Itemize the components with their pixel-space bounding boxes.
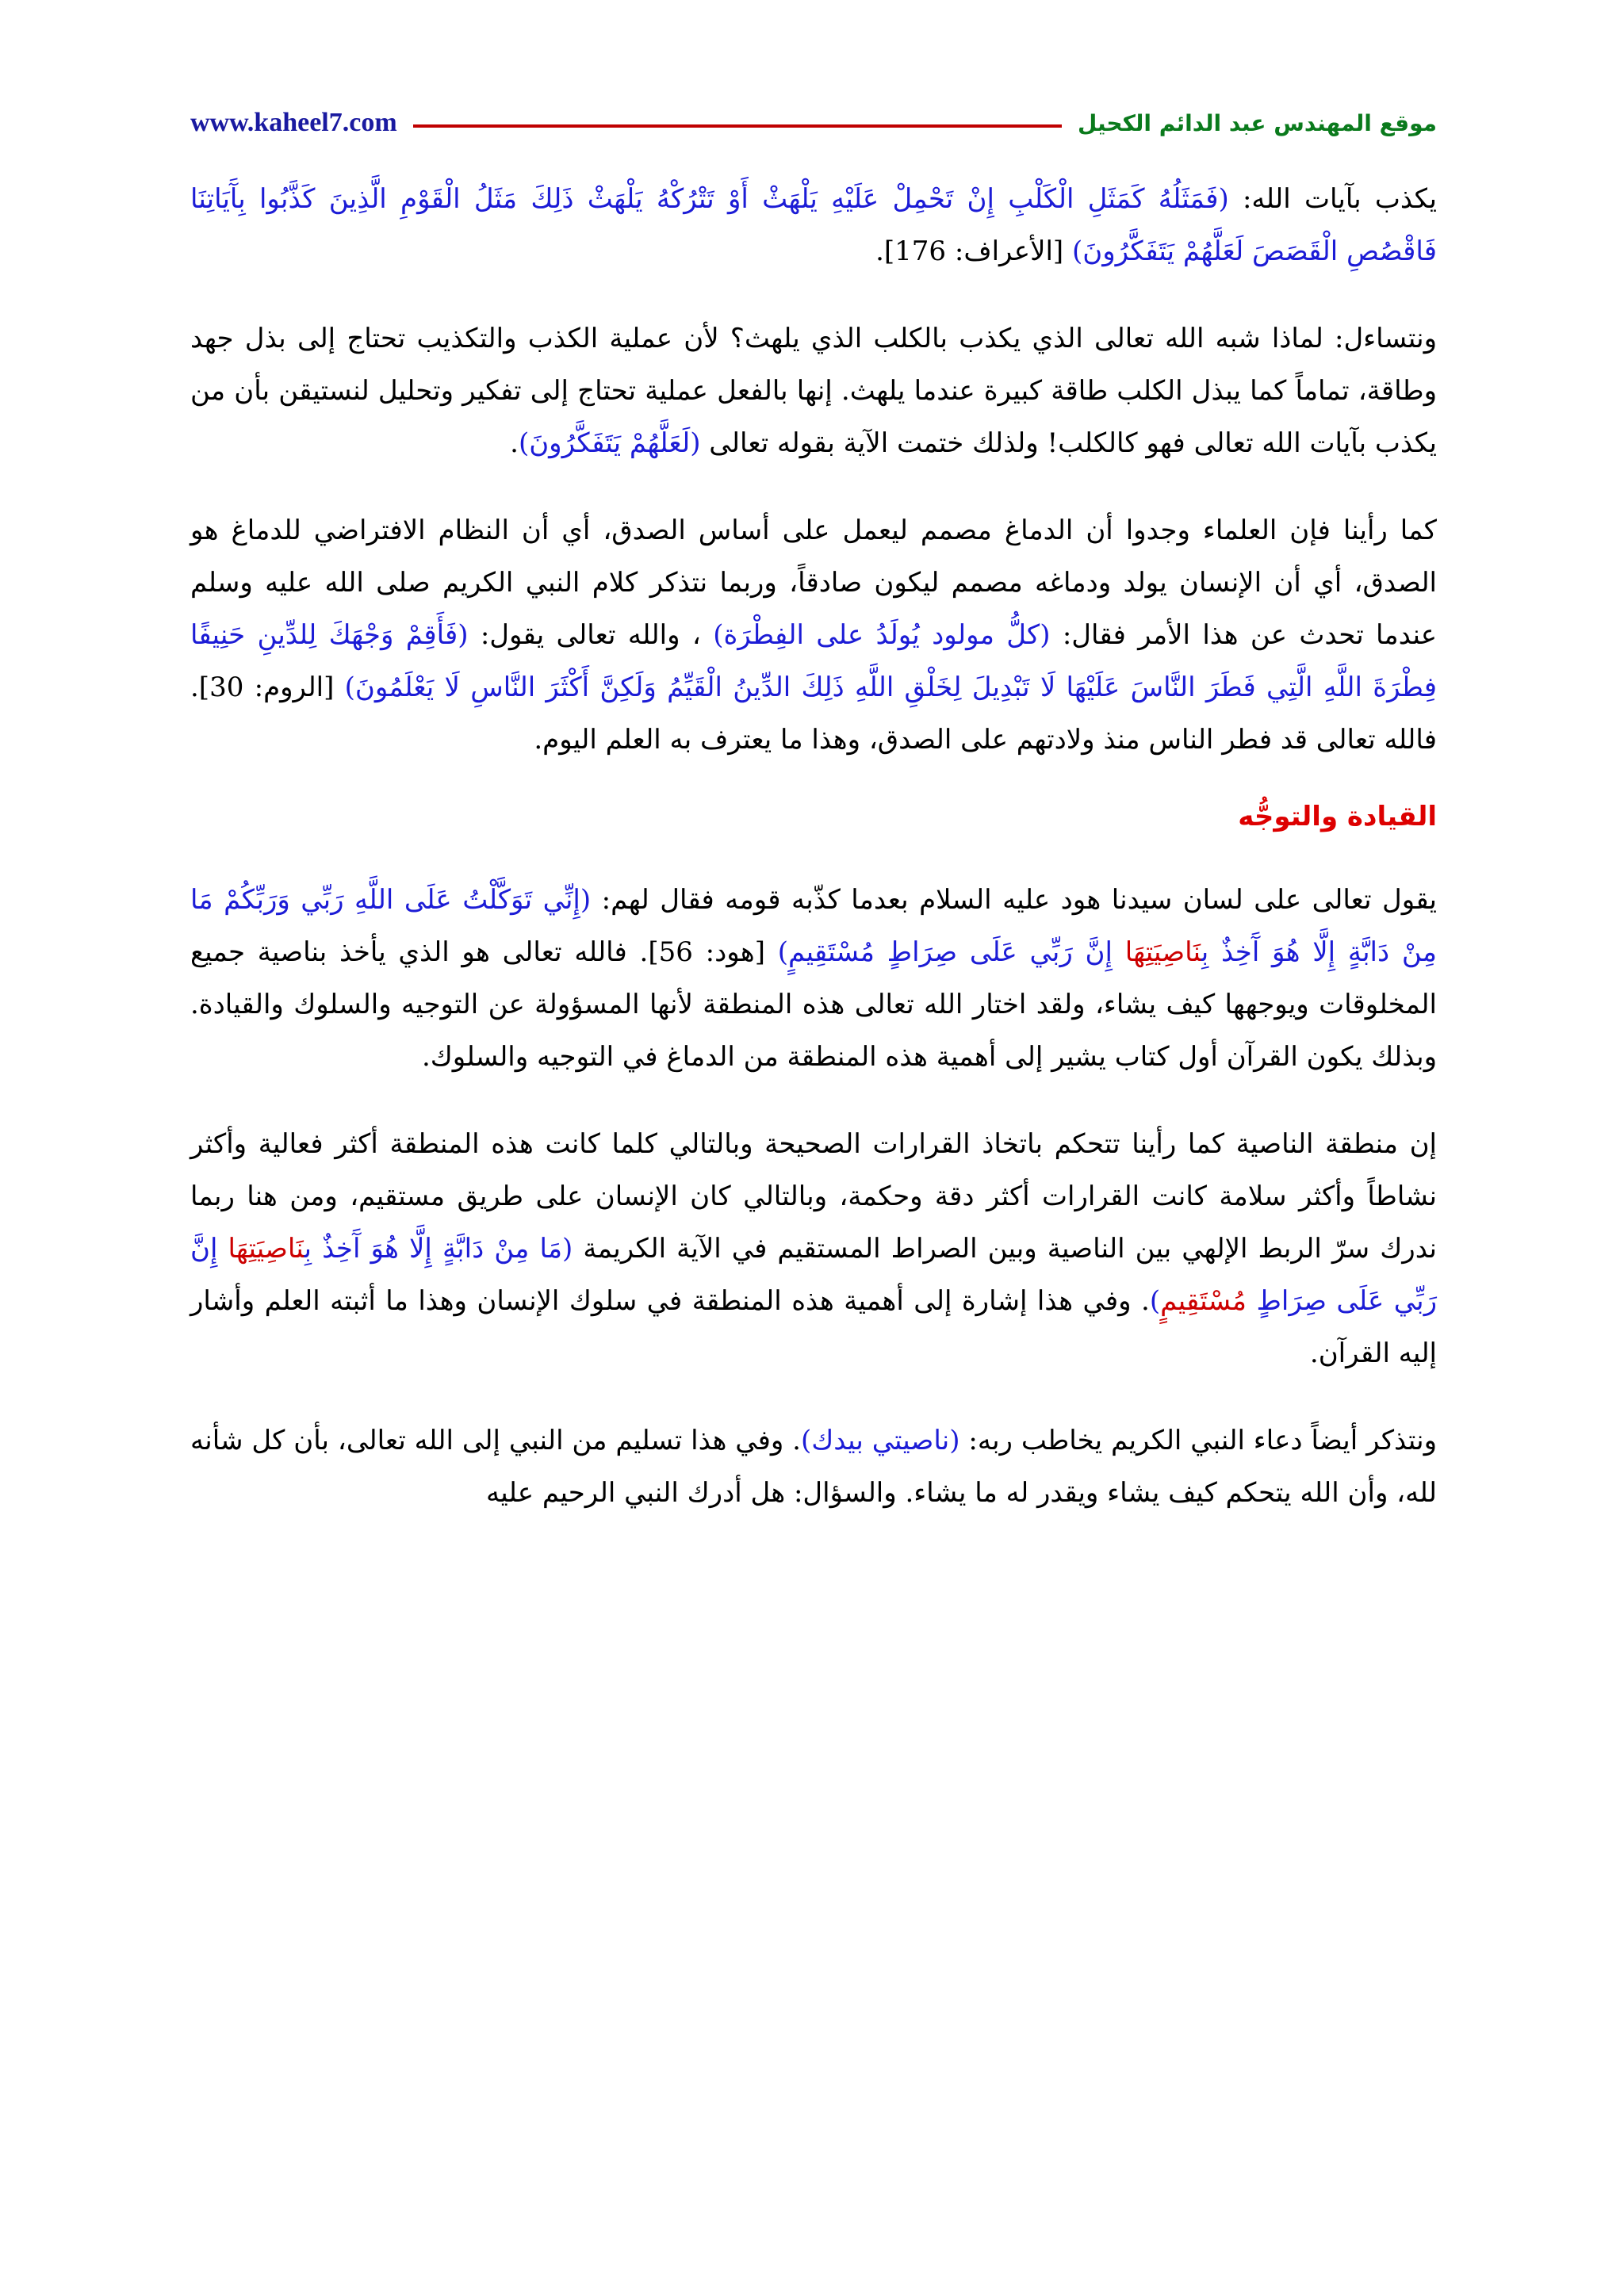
site-name: موقع المهندس عبد الدائم الكحيل [1077,109,1437,136]
text-span: يكذب بآيات الله: [1228,183,1437,215]
text-span: ونتذكر أيضاً دعاء النبي الكريم يخاطب ربه: [959,1425,1438,1456]
text-span: ، والله تعالى يقول: [468,619,714,651]
site-url-link[interactable]: www.kaheel7.com [190,108,397,137]
quran-verse: (إِنِّي تَوَكَّلْتُ عَلَى اللَّهِ رَبِّي وَرَبِّكُمْ مَا مِنْ دَابَّةٍ إِلَّا هُوَ آَخِذٌ بِ [190,884,1437,968]
paragraph-2 [190,312,1437,469]
text-span: كما رأينا فإن العلماء وجدوا أن الدماغ مصمم ليعمل على أساس الصدق، أي أن النظام الافتراضي للدماغ هو الصدق، أي أن الإنسان يولد ودماغه مصمم ليكون صادقاً، وربما نتذكر كلام النبي الكريم صلى الله عليه وسلم عندما تحدث عن هذا الأمر فقال: [190,515,1437,651]
text-span: . [510,427,519,459]
hadith-quote: (ناصيتي بيدك) [800,1425,960,1456]
quran-verse: (لَعَلَّهُمْ يَتَفَكَّرُونَ) [518,427,701,459]
text-span: ونتساءل: لماذا شبه الله تعالى الذي يكذب بالكلب الذي يلهث؟ لأن عملية الكذب والتكذيب تحتاج إلى بذل جهد وطاقة، تماماً كما يبذل الكلب طاقة كبيرة عندما يلهث. إنها بالفعل عملية تحتاج إلى تفكير وتحليل لنستيقن بأن من يكذب بآيات الله تعالى فهو كالكلب! ولذلك ختمت الآية بقوله تعالى [190,323,1437,459]
verse-reference: [الأعراف: 176]. [875,235,1072,267]
quran-verse: إِنَّ رَبِّي عَلَى صِرَاطٍ مُسْتَقِيمٍ) [777,936,1125,968]
quran-verse: إِنَّ رَبِّي عَلَى صِرَاطٍ [190,1233,1438,1317]
page-header [190,95,1437,151]
emphasized-word: نَاصِيَتِهَا [228,1233,304,1265]
quran-verse: (فَمَثَلُهُ كَمَثَلِ الْكَلْبِ إِنْ تَحْمِلْ عَلَيْهِ يَلْهَثْ أَوْ تَتْرُكْهُ يَلْهَثْ ذَلِكَ مَثَلُ الْقَوْمِ الَّذِينَ كَذَّبُوا بِآَيَاتِنَا فَاقْصُصِ الْقَصَصَ لَعَلَّهُمْ يَتَفَكَّرُونَ) [190,183,1437,267]
emphasized-word: نَاصِيَتِهَا [1124,936,1201,968]
quran-verse: (مَا مِنْ دَابَّةٍ إِلَّا هُوَ آَخِذٌ بِ [304,1233,573,1265]
text-span: [هود: 56]. فالله تعالى هو الذي يأخذ بناصية جميع المخلوقات ويوجهها كيف يشاء، ولقد اختار الله تعالى هذه المنطقة لأنها المسؤولة عن التوجيه والسلوك والقيادة. وبذلك يكون القرآن أول كتاب يشير إلى أهمية هذه المنطقة من الدماغ في التوجيه والسلوك. [190,936,1437,1073]
section-heading: القيادة والتوجُّه [1238,801,1437,832]
text-span: إن منطقة الناصية كما رأينا تتحكم باتخاذ القرارات الصحيحة وبالتالي كلما كانت هذه المنطقة أكثر فعالية وأكثر نشاطاً وأكثر سلامة كانت القرارات أكثر دقة وحكمة، وبالتالي كان الإنسان على طريق مستقيم، ومن هنا ربما ندرك سرّ الربط الإلهي بين الناصية وبين الصراط المستقيم في الآية الكريمة [190,1128,1437,1265]
emphasized-word: مُسْتَقِيمٍ [1160,1285,1247,1317]
paragraph-5 [190,1118,1437,1380]
text-span: يقول تعالى على لسان سيدنا هود عليه السلام بعدما كذّبه قومه فقال لهم: [591,884,1437,916]
paragraph-4 [190,874,1437,1083]
text-span: [الروم: 30]. فالله تعالى قد فطر الناس منذ ولادتهم على الصدق، وهذا ما يعترف به العلم اليوم. [190,672,1437,756]
paragraph-6 [190,1414,1437,1519]
quran-verse: (فَأَقِمْ وَجْهَكَ لِلدِّينِ حَنِيفًا فِطْرَةَ اللَّهِ الَّتِي فَطَرَ النَّاسَ عَلَيْهَا لَا تَبْدِيلَ لِخَلْقِ اللَّهِ ذَلِكَ الدِّينُ الْقَيِّمُ وَلَكِنَّ أَكْثَرَ النَّاسِ لَا يَعْلَمُونَ) [190,619,1437,703]
article-body [190,173,1437,1519]
document-page [190,95,1437,1554]
header-divider [413,124,1062,128]
text-span: . وفي هذا إشارة إلى أهمية هذه المنطقة في سلوك الإنسان وهذا ما أثبته العلم وأشار إليه القرآن. [190,1285,1437,1369]
paragraph-1 [190,173,1437,277]
text-span: . وفي هذا تسليم من النبي إلى الله تعالى، بأن كل شأنه لله، وأن الله يتحكم كيف يشاء ويقدر له ما يشاء. والسؤال: هل أدرك النبي الرحيم عليه [190,1425,1437,1509]
quran-verse: ) [1149,1285,1161,1317]
paragraph-3 [190,504,1437,766]
hadith-quote: (كلُّ مولود يُولَدُ على الفِطْرَة) [713,619,1051,651]
